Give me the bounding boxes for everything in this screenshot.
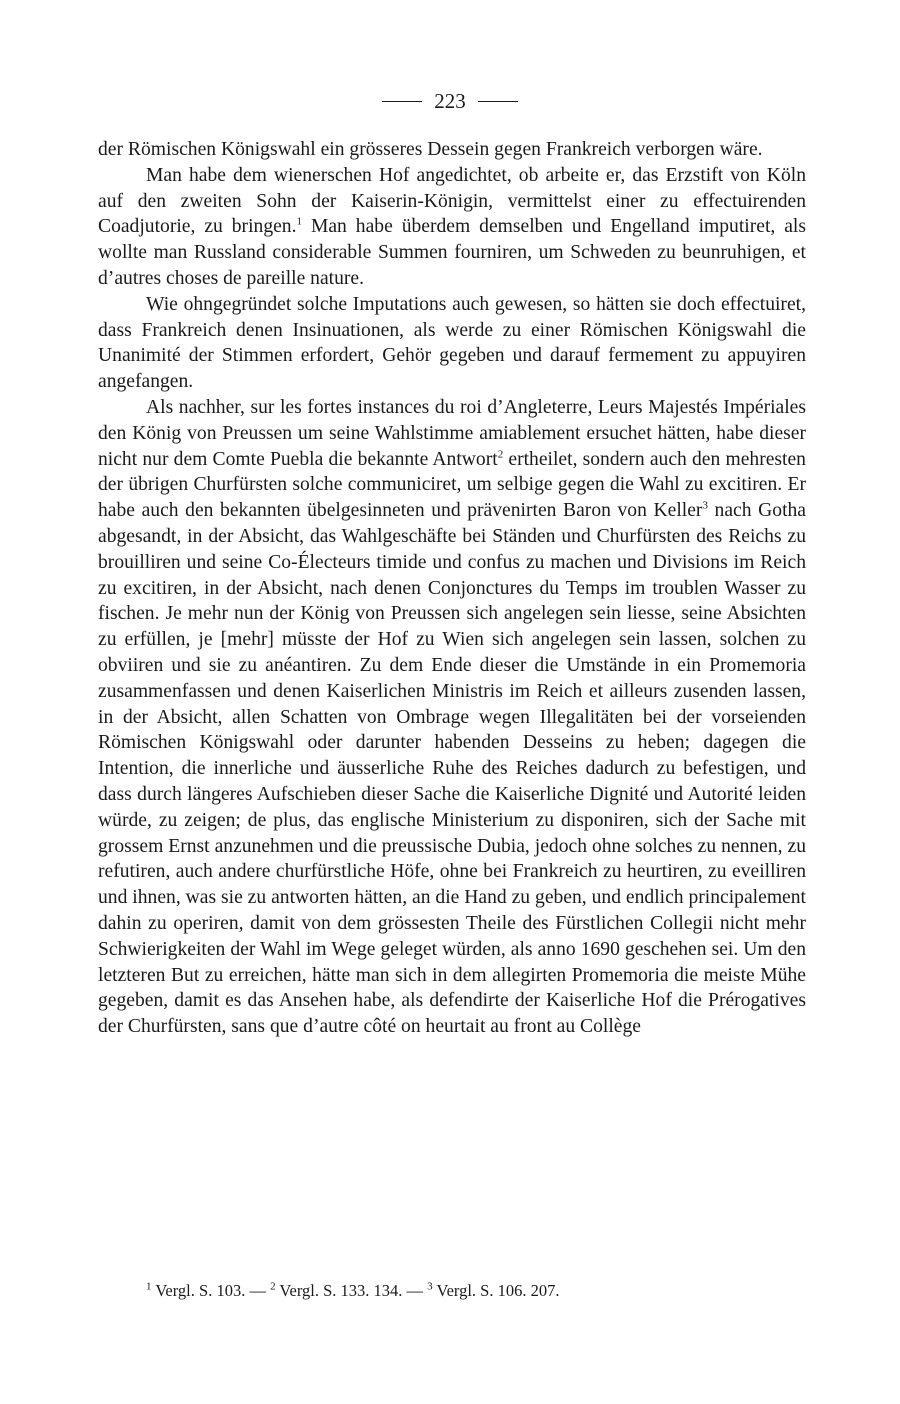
running-header: [0, 86, 900, 116]
paragraph-text: nach Gotha abgesandt, in der Absicht, das Wahlgeschäfte bei Ständen und Churfürsten des Reichs zu brouilliren und seine Co-Électeurs timide und confus zu machen und Divisions im Reich zu excitiren, in der Absicht, nach denen Conjonctures du Temps im troublen Wasser zu fischen. Je mehr nun der König von Preussen sich angelegen sein liesse, seine Absichten zu erfüllen, je [mehr] müsste der Hof zu Wien sich angelegen sein lassen, solchen zu obviiren und sie zu anéantiren. Zu dem Ende dieser die Umstände in ein Promemoria zusammenfassen und denen Kaiserlichen Ministris im Reich et ailleurs zusenden lassen, in der Absicht, allen Schatten von Ombrage wegen Illegalitäten bei der vorseienden Römischen Königswahl oder darunter habenden Desseins zu heben; dagegen die Intention, die innerliche und äusserliche Ruhe des Reiches dadurch zu befestigen, und dass durch längeres Aufschieben dieser Sache die Kaiserliche Dignité und Autorité leiden würde, zu zeigen; de plus, das englische Ministerium zu disponiren, sich der Sache mit grossem Ernst anzunehmen und die preussische Dubia, jedoch ohne solches zu nennen, zu refutiren, auch andere churfürstliche Höfe, ohne bei Frankreich zu heurtiren, zu eveilliren und ihnen, was sie zu antworten hätten, an die Hand zu geben, und endlich principalement dahin zu operiren, damit von dem grössesten Theile des Fürstlichen Collegii nicht mehr Schwierigkeiten der Wahl im Wege geleget würden, als anno 1690 geschehen sei. Um den letzteren But zu erreichen, hätte man sich in dem allegirten Promemoria die meiste Mühe gegeben, damit es das Ansehen habe, als defendirte der Kaiserliche Hof die Prérogatives der Churfürsten, sans que d’autre côté on heurtait au front au Collège: [98, 500, 807, 1038]
paragraph-text: Als nachher, sur les fortes instances du roi d’Angleterre, Leurs Majestés Impériales den König von Preussen um seine Wahlstimme amiablement ersuchet hätten, habe dieser nicht nur dem Comte Puebla die bekannte Antwort: [98, 396, 806, 470]
footnote-reference: 2: [497, 448, 504, 461]
footnotes: [146, 1279, 766, 1303]
footnote-text: Vergl. S. 133. 134. —: [275, 1281, 428, 1300]
paragraph-continuation: der Römischen Königswahl ein grösseres Dessein gegen Frankreich verborgen wäre.: [98, 139, 763, 160]
paragraph-text: Man habe dem wienerschen Hof angedichtet, ob arbeite er, das Erzstift von Köln auf den zweiten Sohn der Kaiserin-Königin, vermittelst einer zu effectuirenden Coadjutorie, zu bringen.: [98, 164, 806, 238]
paragraph: Wie ohngegründet solche Imputations auch gewesen, so hätten sie doch effectuiret, dass Frankreich denen Insinuationen, als werde zu einer Römischen Königswahl die Unanimité der Stimmen erfordert, Gehör gegeben und darauf fermement zu appuyiren angefangen.: [98, 293, 806, 393]
footnote-number: 2: [270, 1280, 276, 1293]
footnote-number: 3: [427, 1280, 433, 1293]
footnote-text: Vergl. S. 106. 207.: [432, 1281, 560, 1300]
paragraph-text: Man habe überdem demselben und Engelland imputiret, als wollte man Russland considerable Summen fourniren, um Schweden zu beunruhigen, et d’autres choses de pareille nature.: [98, 216, 806, 289]
paragraph-text: ertheilet, sondern auch den mehresten der übrigen Churfürsten solche communiciret, um selbige gegen die Wahl zu excitiren. Er habe auch den bekannten übelgesinneten und prävenirten Baron von Keller: [98, 448, 806, 522]
paragraph: [98, 163, 806, 292]
footnote-number: 1: [146, 1280, 152, 1293]
footnote-reference: 1: [296, 215, 303, 228]
footnote-text: Vergl. S. 103. —: [151, 1281, 271, 1300]
header-rule-left: [382, 101, 422, 102]
header-rule-right: [478, 101, 518, 102]
footnote-reference: 3: [702, 499, 708, 512]
page-number: 223: [434, 88, 466, 113]
paragraph: [98, 395, 806, 1040]
body-text: [98, 137, 806, 1040]
